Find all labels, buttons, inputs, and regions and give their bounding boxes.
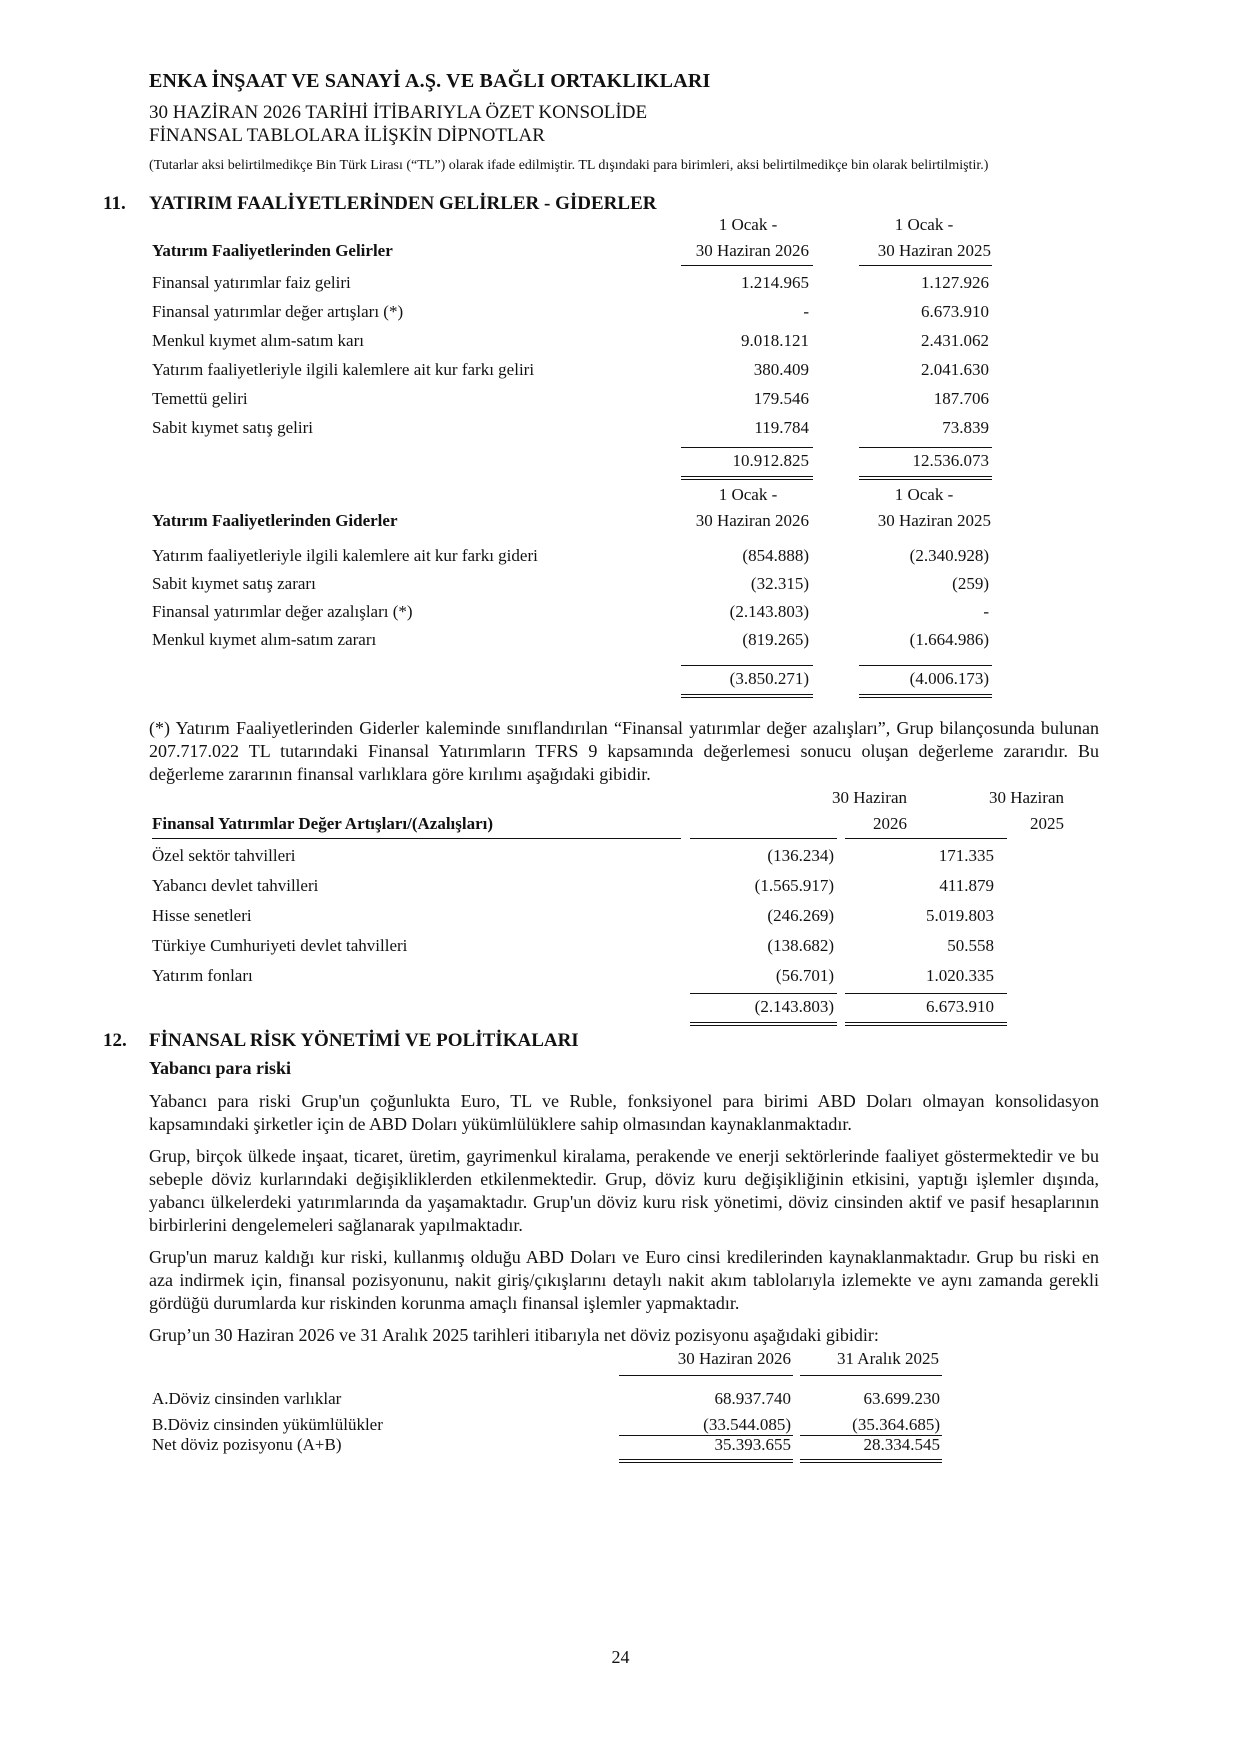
income-rows	[149, 268, 1099, 442]
period-header: 30 Haziran 2025	[877, 511, 991, 530]
value-2025: (1.664.986)	[909, 630, 989, 649]
period-header: 1 Ocak -	[894, 485, 954, 504]
value-2025: 1.020.335	[926, 966, 994, 985]
header-rule	[619, 1375, 793, 1376]
date-header: 31 Aralık 2025	[837, 1349, 939, 1368]
section-number: 12.	[103, 1030, 127, 1051]
header-rule	[152, 838, 681, 839]
footnote-paragraph: (*) Yatırım Faaliyetlerinden Giderler kaleminde sınıflandırılan “Finansal yatırımlar değer azalışları”, Grup bilançosunda bulunan 207.717.022 TL tutarındaki Finansal Yatırımların TFRS 9 kapsamında değerlemesi sonucu oluşan değerleme zararıdır. Bu değerleme zararının finansal varlıklara göre kırılımı aşağıdaki gibidir.	[149, 718, 1099, 784]
double-rule	[690, 1022, 837, 1026]
value-2025: 2.431.062	[921, 331, 989, 350]
investment-income-table	[149, 215, 1099, 470]
value-2025: (259)	[952, 574, 989, 593]
total-rule	[859, 665, 992, 666]
value-2025: -	[983, 602, 989, 621]
valuation-breakdown-table	[149, 788, 1099, 1032]
period-header: 1 Ocak -	[718, 485, 778, 504]
paragraph: Grup’un 30 Haziran 2026 ve 31 Aralık 2025 tarihleri itibarıyla net döviz pozisyonu aşağıdaki gibidir:	[149, 1325, 879, 1345]
total-2026: 10.912.825	[732, 451, 809, 470]
total-2025: (4.006.173)	[909, 669, 989, 688]
header-rule	[845, 838, 1007, 839]
period-header: 1 Ocak -	[718, 215, 778, 234]
double-rule	[681, 694, 813, 698]
value-2026: (138.682)	[767, 936, 834, 955]
table-heading: Yatırım Faaliyetlerinden Gelirler	[152, 241, 393, 260]
value-2026: -	[803, 302, 809, 321]
table-row	[149, 961, 1099, 991]
value-2025: (35.364.685)	[852, 1415, 940, 1434]
date-header: 2026	[873, 814, 907, 833]
value-2026: (1.565.917)	[754, 876, 834, 895]
value-2025: 50.558	[947, 936, 994, 955]
total-2025: 6.673.910	[926, 997, 994, 1016]
table-row	[149, 901, 1099, 931]
row-label: Özel sektör tahvilleri	[152, 846, 296, 865]
subsection-title: Yabancı para riski	[149, 1058, 292, 1078]
value-2026: (854.888)	[742, 546, 809, 565]
total-2025: 12.536.073	[912, 451, 989, 470]
period-header: 30 Haziran 2026	[695, 511, 809, 530]
table-row	[149, 597, 1099, 625]
row-label: Finansal yatırımlar faiz geliri	[152, 273, 351, 292]
value-2026: (819.265)	[742, 630, 809, 649]
double-rule	[800, 1459, 942, 1463]
total-label: Net döviz pozisyonu (A+B)	[152, 1435, 342, 1454]
value-2026: 68.937.740	[714, 1389, 791, 1408]
value-2026: (246.269)	[767, 906, 834, 925]
table-row	[149, 268, 1099, 297]
table-heading: Finansal Yatırımlar Değer Artışları/(Azalışları)	[152, 814, 494, 833]
total-rule	[859, 447, 992, 448]
period-header: 30 Haziran 2025	[877, 241, 991, 260]
value-2025: 73.839	[942, 418, 989, 437]
value-2026: 179.546	[753, 389, 809, 408]
value-2026: (32.315)	[750, 574, 809, 593]
expense-rows	[149, 541, 1099, 653]
period-header: 1 Ocak -	[894, 215, 954, 234]
report-title-line2: FİNANSAL TABLOLARA İLİŞKİN DİPNOTLAR	[149, 125, 545, 146]
double-rule	[859, 476, 992, 480]
row-label: Yatırım faaliyetleriyle ilgili kalemlere ait kur farkı gideri	[152, 546, 538, 565]
currency-note: (Tutarlar aksi belirtilmedikçe Bin Türk Lirası (“TL”) olarak ifade edilmiştir. TL dışındaki para birimleri, aksi belirtilmedikçe bin olarak belirtilmiştir.)	[149, 158, 989, 173]
table-row	[149, 625, 1099, 653]
value-2025: 187.706	[933, 389, 989, 408]
table-row	[149, 326, 1099, 355]
section-title-text: FİNANSAL RİSK YÖNETİMİ VE POLİTİKALARI	[149, 1030, 579, 1051]
date-header: 2025	[1030, 814, 1064, 833]
value-2025: 1.127.926	[921, 273, 989, 292]
total-rule	[845, 993, 1007, 994]
header-rule	[859, 265, 992, 266]
value-2025: 2.041.630	[921, 360, 989, 379]
total-2026: (3.850.271)	[729, 669, 809, 688]
double-rule	[619, 1459, 793, 1463]
header-rule	[800, 1375, 942, 1376]
section-number: 11.	[103, 193, 126, 214]
header-rule	[681, 265, 813, 266]
total-2025: 28.334.545	[863, 1435, 940, 1454]
header-rule	[690, 838, 837, 839]
row-label: Finansal yatırımlar değer artışları (*)	[152, 302, 404, 321]
total-2026: 35.393.655	[714, 1435, 791, 1454]
value-2026: 1.214.965	[741, 273, 809, 292]
paragraph: Grup, birçok ülkede inşaat, ticaret, üretim, gayrimenkul kiralama, perakende ve enerji sektörlerinde faaliyet göstermektedir ve bu sebeple döviz kurlarındaki değişikliklerden etkilenmektedir. Grup, döviz kuru değişikliğinin etkisini, yaptığı işlemler dışında, yabancı ülkelerdeki yatırımlarında da yaşamaktadır. Grup'un döviz kuru risk yönetimi, döviz cinsinden aktif ve pasif hesaplarının birbirlerini dengelemeleri sağlanarak yapılmaktadır.	[149, 1146, 1099, 1235]
value-2025: (2.340.928)	[909, 546, 989, 565]
period-header: 30 Haziran 2026	[695, 241, 809, 260]
paragraph: Yabancı para riski Grup'un çoğunlukta Euro, TL ve Ruble, fonksiyonel para birimi ABD Doları olmayan konsolidasyon kapsamındaki şirketler için de ABD Doları yükümlülüklere sahip olmasından kaynaklanmaktadır.	[149, 1091, 1099, 1134]
date-header: 30 Haziran 2026	[677, 1349, 791, 1368]
value-2026: (56.701)	[775, 966, 834, 985]
table-row	[149, 541, 1099, 569]
row-label: Temettü geliri	[152, 389, 248, 408]
fx-rows	[149, 1384, 1099, 1436]
section-11-title	[103, 193, 1099, 215]
value-2026: 380.409	[753, 360, 809, 379]
table-row	[149, 297, 1099, 326]
section-title-text: YATIRIM FAALİYETLERİNDEN GELİRLER - GİDERLER	[149, 193, 657, 214]
double-rule	[681, 476, 813, 480]
value-2026: (33.544.085)	[703, 1415, 791, 1434]
value-2025: 5.019.803	[926, 906, 994, 925]
row-label: Finansal yatırımlar değer azalışları (*)	[152, 602, 413, 621]
value-2025: 6.673.910	[921, 302, 989, 321]
row-label: Sabit kıymet satış zararı	[152, 574, 316, 593]
page-number: 24	[611, 1647, 630, 1667]
table-row	[149, 569, 1099, 597]
total-rule	[681, 447, 813, 448]
row-label: A.Döviz cinsinden varlıklar	[152, 1389, 342, 1408]
row-label: Menkul kıymet alım-satım karı	[152, 331, 364, 350]
fx-position-table	[149, 1347, 1099, 1457]
paragraph: Grup'un maruz kaldığı kur riski, kullanmış olduğu ABD Doları ve Euro cinsi kredilerinden kaynaklanmaktadır. Grup bu riski en aza indirmek için, finansal pozisyonunu, nakit giriş/çıkışlarını detaylı nakit akım tablolarıyla izlemekte ve aynı zamanda gerekli gördüğü durumlarda kur riskinden korunma amaçlı finansal işlemler yapmaktadır.	[149, 1247, 1099, 1313]
table-row	[149, 841, 1099, 871]
table-row	[149, 1410, 1099, 1436]
table-row	[149, 1384, 1099, 1410]
row-label: Menkul kıymet alım-satım zararı	[152, 630, 377, 649]
row-label: Yatırım fonları	[152, 966, 253, 985]
value-2025: 411.879	[939, 876, 994, 895]
table-row	[149, 931, 1099, 961]
company-name: ENKA İNŞAAT VE SANAYİ A.Ş. VE BAĞLI ORTAKLIKLARI	[149, 70, 711, 92]
value-2026: 119.784	[754, 418, 809, 437]
valuation-rows	[149, 841, 1099, 991]
table-row	[149, 355, 1099, 384]
total-2026: (2.143.803)	[754, 997, 834, 1016]
row-label: Türkiye Cumhuriyeti devlet tahvilleri	[152, 936, 408, 955]
value-2026: 9.018.121	[741, 331, 809, 350]
table-heading: Yatırım Faaliyetlerinden Giderler	[152, 511, 398, 530]
section-12-title	[103, 1030, 1099, 1052]
value-2025: 171.335	[938, 846, 994, 865]
total-rule	[681, 665, 813, 666]
table-row	[149, 871, 1099, 901]
row-label: Hisse senetleri	[152, 906, 252, 925]
double-rule	[845, 1022, 1007, 1026]
date-header: 30 Haziran	[988, 788, 1064, 807]
row-label: Sabit kıymet satış geliri	[152, 418, 314, 437]
table-row	[149, 413, 1099, 442]
table-row	[149, 384, 1099, 413]
report-title-line1: 30 HAZİRAN 2026 TARİHİ İTİBARIYLA ÖZET KONSOLİDE	[149, 102, 648, 123]
value-2026: (136.234)	[767, 846, 834, 865]
date-header: 30 Haziran	[831, 788, 907, 807]
value-2025: 63.699.230	[863, 1389, 940, 1408]
document-page	[103, 70, 1099, 1457]
investment-expense-table	[149, 485, 1099, 717]
row-label: Yatırım faaliyetleriyle ilgili kalemlere ait kur farkı geliri	[152, 360, 535, 379]
row-label: B.Döviz cinsinden yükümlülükler	[152, 1415, 383, 1434]
total-rule	[690, 993, 837, 994]
row-label: Yabancı devlet tahvilleri	[152, 876, 319, 895]
value-2026: (2.143.803)	[729, 602, 809, 621]
double-rule	[859, 694, 992, 698]
